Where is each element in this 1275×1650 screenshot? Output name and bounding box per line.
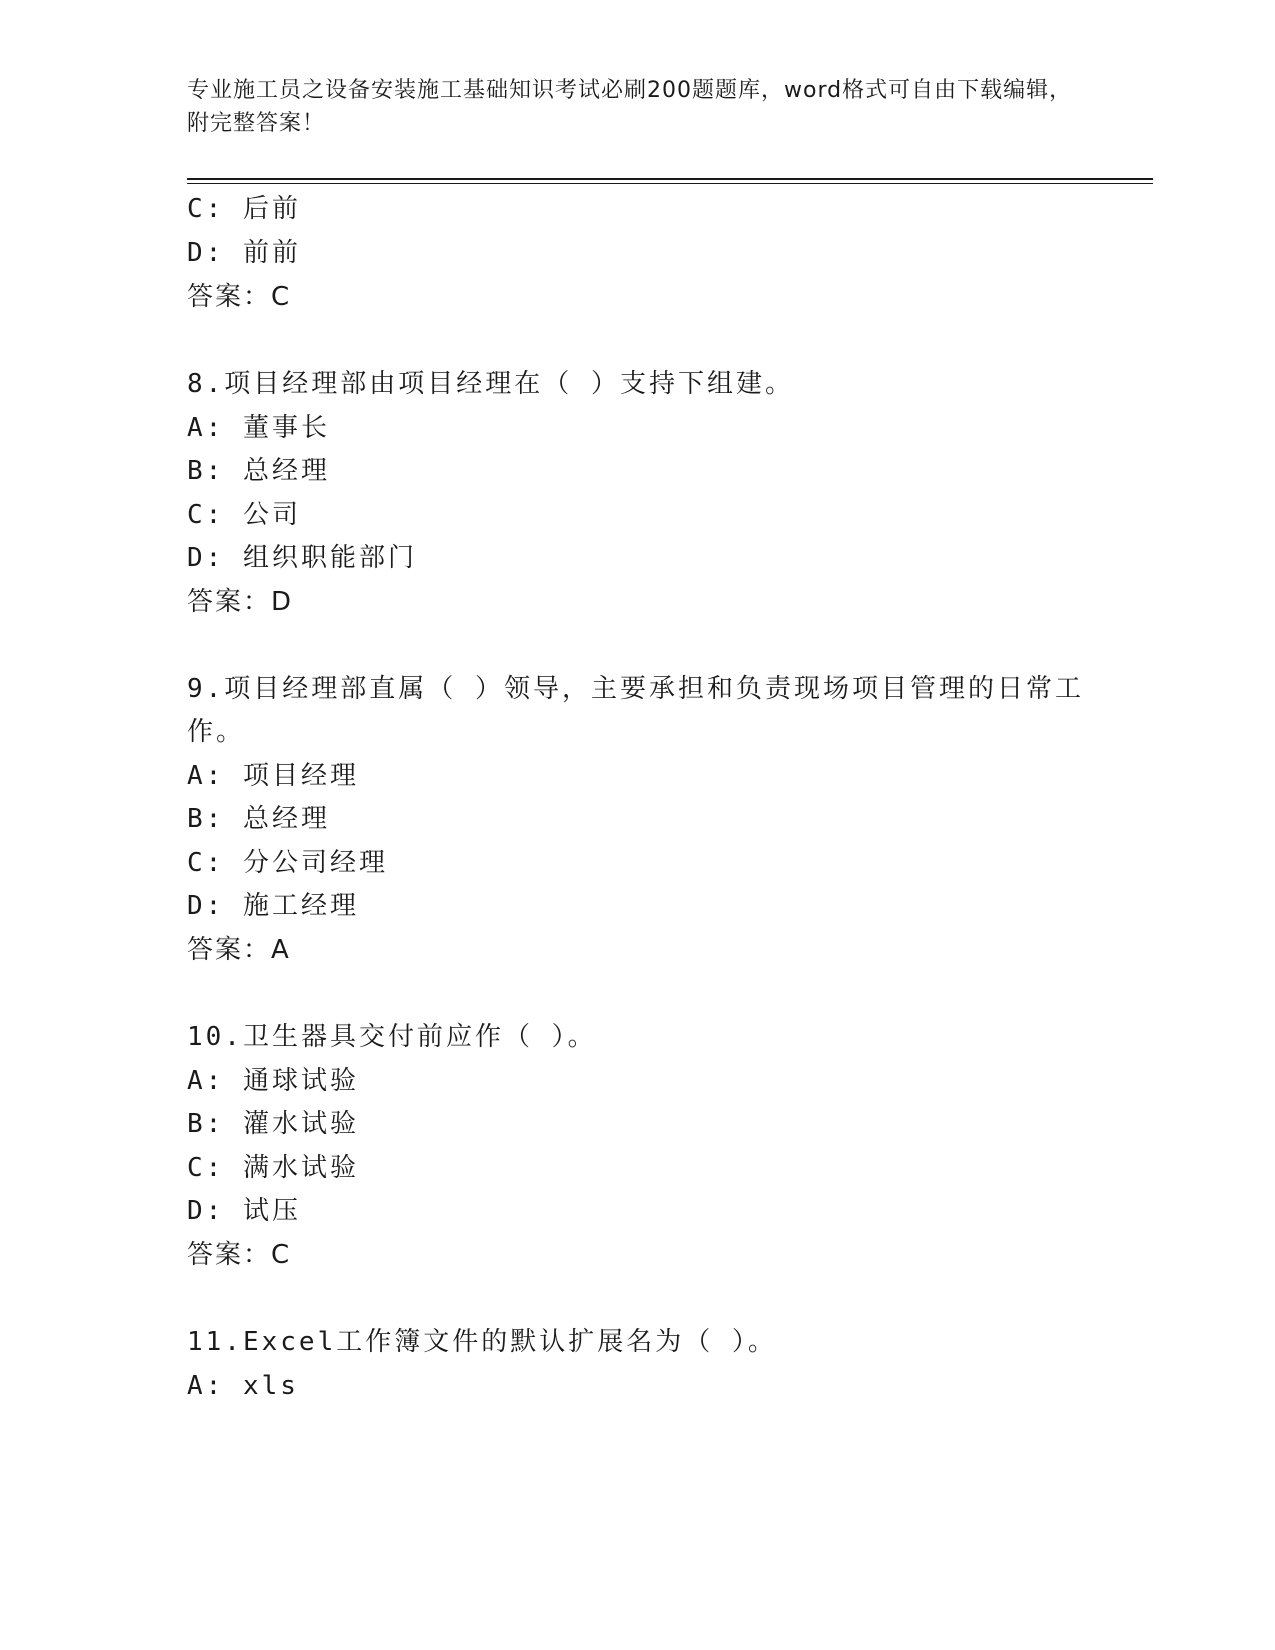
option-d: D: 试压 (187, 1196, 301, 1226)
option-d: D: 组织职能部门 (187, 543, 417, 573)
answer-line: 答案：D (187, 587, 294, 617)
option-d: D: 施工经理 (187, 891, 359, 921)
option-b: B: 灌水试验 (187, 1109, 359, 1139)
answer-line: 答案：A (187, 935, 291, 965)
question-10: 10.卫生器具交付前应作（ ）。 (187, 1022, 597, 1052)
option-a: A: 项目经理 (187, 761, 359, 791)
option-d: D: 前前 (187, 238, 301, 268)
question-8: 8.项目经理部由项目经理在（ ）支持下组建。 (187, 369, 794, 399)
option-c: C: 公司 (187, 500, 301, 530)
option-c: C: 后前 (187, 194, 301, 224)
option-c: C: 满水试验 (187, 1153, 359, 1183)
option-b: B: 总经理 (187, 804, 330, 834)
document-header-title: 专业施工员之设备安装施工基础知识考试必刷200题题库，word格式可自由下载编辑，附完整答案！ (187, 78, 1073, 136)
question-9-continued: 作。 (187, 717, 246, 747)
option-a: A: 通球试验 (187, 1066, 359, 1096)
option-a: A: 董事长 (187, 413, 330, 443)
answer-line: 答案：C (187, 282, 292, 312)
option-b: B: 总经理 (187, 456, 330, 486)
question-9: 9.项目经理部直属（ ）领导，主要承担和负责现场项目管理的日常工 (187, 674, 1084, 704)
header-divider (187, 178, 1153, 180)
option-c: C: 分公司经理 (187, 848, 388, 878)
option-a: A: xls (187, 1371, 299, 1401)
answer-line: 答案：C (187, 1240, 292, 1270)
question-11: 11.Excel工作簿文件的默认扩展名为（ ）。 (187, 1327, 777, 1357)
header-divider-thin (187, 183, 1153, 184)
